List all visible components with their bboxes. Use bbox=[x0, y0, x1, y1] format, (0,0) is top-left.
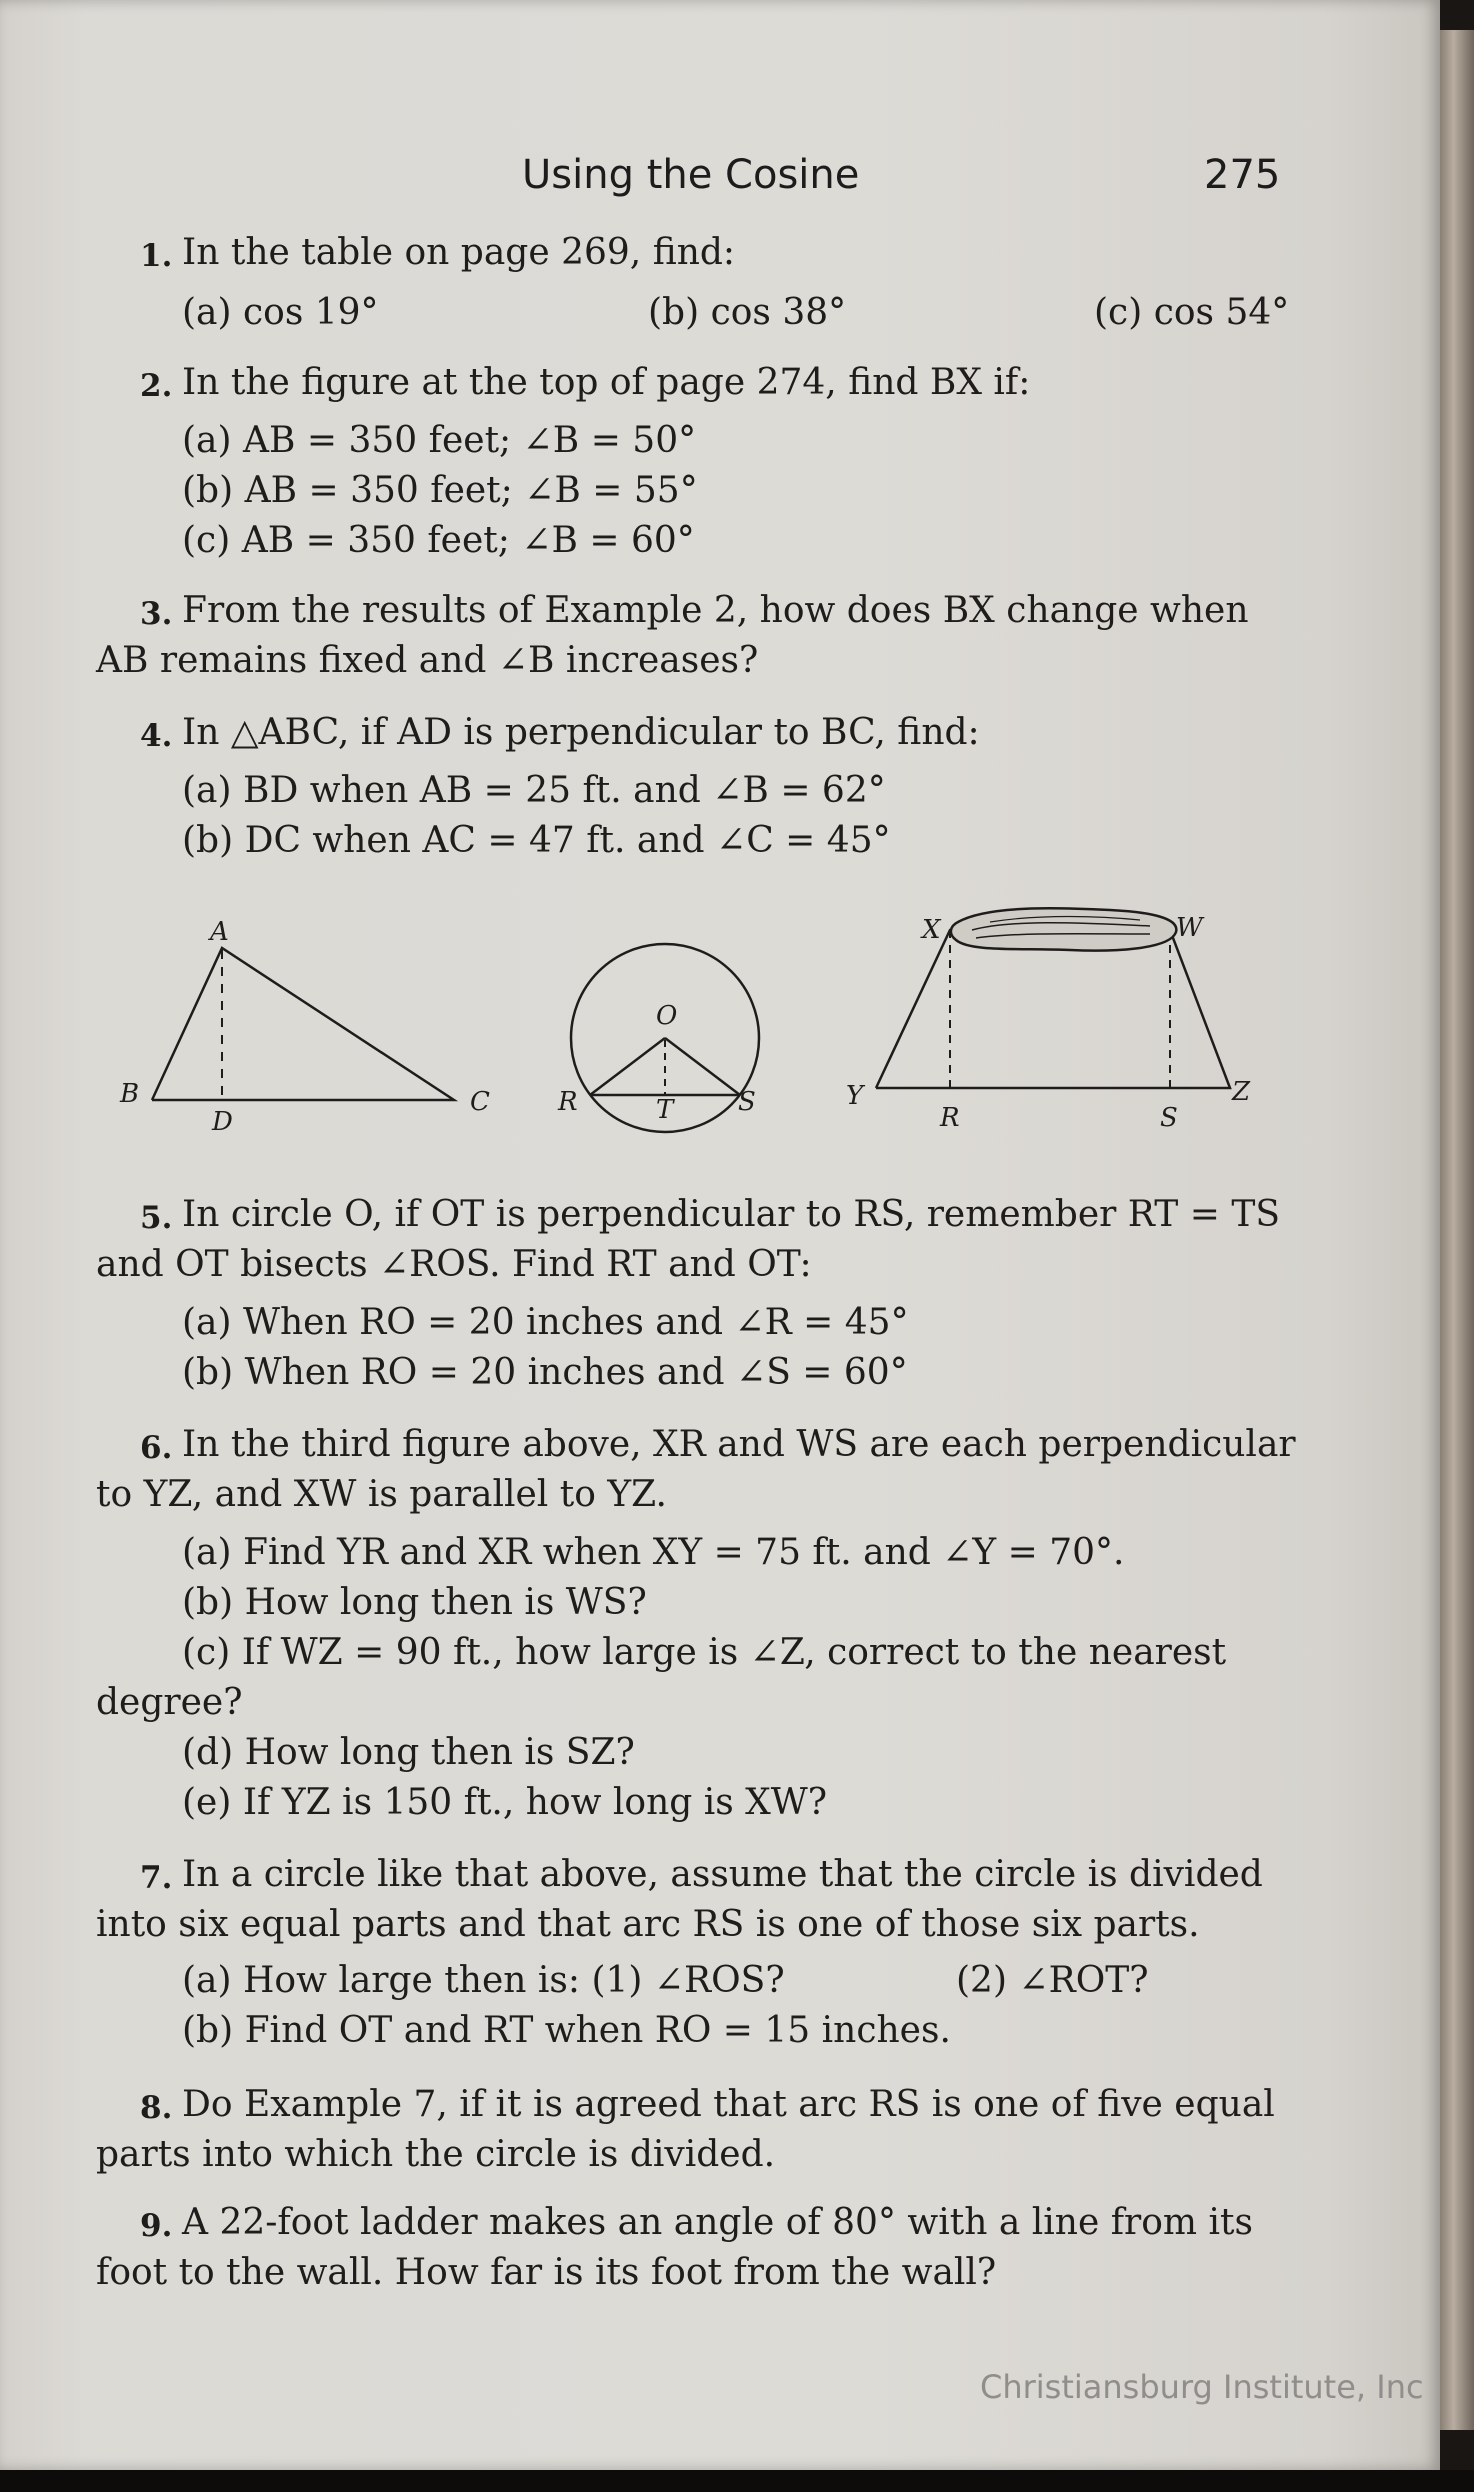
part-a: (a) When RO = 20 inches and ∠R = 45° bbox=[182, 1302, 909, 1343]
part-a: (a) cos 19° bbox=[182, 292, 379, 333]
problem-text-line-2: and OT bisects ∠ROS. Find RT and OT: bbox=[96, 1244, 812, 1285]
problem-text-line-1: From the results of Example 2, how does BX change when bbox=[182, 590, 1249, 631]
label-a: A bbox=[210, 917, 229, 947]
problem-text-line-2: into six equal parts and that arc RS is one of those six parts. bbox=[96, 1904, 1200, 1945]
problem-text: In the figure at the top of page 274, find BX if: bbox=[182, 362, 1031, 403]
page-header bbox=[0, 152, 1440, 212]
label-d: D bbox=[212, 1107, 233, 1137]
label-z: Z bbox=[1232, 1077, 1251, 1107]
part-e: (e) If YZ is 150 ft., how long is XW? bbox=[182, 1782, 828, 1823]
part-c: (c) AB = 350 feet; ∠B = 60° bbox=[182, 520, 695, 561]
part-b: (b) When RO = 20 inches and ∠S = 60° bbox=[182, 1352, 908, 1393]
part-a: (a) AB = 350 feet; ∠B = 50° bbox=[182, 420, 697, 461]
part-a: (a) Find YR and XR when XY = 75 ft. and ∠Y = 70°. bbox=[182, 1532, 1125, 1573]
part-a-1: (a) How large then is: (1) ∠ROS? bbox=[182, 1960, 785, 2001]
label-c: C bbox=[470, 1087, 490, 1117]
label-t: T bbox=[656, 1095, 674, 1125]
problem-text: In △ABC, if AD is perpendicular to BC, find: bbox=[182, 712, 980, 753]
problem-text-line-1: In a circle like that above, assume that the circle is divided bbox=[182, 1854, 1263, 1895]
label-b: B bbox=[120, 1079, 140, 1109]
page-title: Using the Cosine bbox=[522, 152, 860, 198]
label-r: R bbox=[558, 1087, 578, 1117]
problem-text-line-1: Do Example 7, if it is agreed that arc RS is one of five equal bbox=[182, 2084, 1275, 2125]
problem-text-line-1: A 22-foot ladder makes an angle of 80° with a line from its bbox=[182, 2202, 1253, 2243]
problem-text: In the table on page 269, find: bbox=[182, 232, 736, 273]
label-r: R bbox=[940, 1103, 960, 1133]
part-b: (b) AB = 350 feet; ∠B = 55° bbox=[182, 470, 698, 511]
problem-number: 2. bbox=[140, 368, 173, 404]
problem-number: 8. bbox=[140, 2090, 173, 2126]
label-s: S bbox=[738, 1087, 756, 1117]
label-w: W bbox=[1176, 913, 1203, 943]
problem-text-line-1: In circle O, if OT is perpendicular to RS, remember RT = TS bbox=[182, 1194, 1281, 1235]
label-x: X bbox=[922, 915, 941, 945]
label-y: Y bbox=[846, 1081, 864, 1111]
trapezoid-figure bbox=[846, 908, 1251, 1133]
part-b: (b) How long then is WS? bbox=[182, 1582, 647, 1623]
part-c: (c) If WZ = 90 ft., how large is ∠Z, correct to the nearest bbox=[182, 1632, 1227, 1673]
problem-number: 3. bbox=[140, 596, 173, 632]
problem-text-line-2: AB remains fixed and ∠B increases? bbox=[96, 640, 759, 681]
circle-figure bbox=[557, 944, 759, 1132]
watermark: Christiansburg Institute, Inc bbox=[980, 2368, 1424, 2406]
page-number: 275 bbox=[1204, 152, 1281, 198]
problem-number: 6. bbox=[140, 1430, 173, 1466]
figures-row bbox=[110, 900, 1370, 1140]
problem-number: 7. bbox=[140, 1860, 173, 1896]
part-c-continued: degree? bbox=[96, 1682, 243, 1723]
problem-text-line-1: In the third figure above, XR and WS are each perpendicular bbox=[182, 1424, 1296, 1465]
part-b: (b) Find OT and RT when RO = 15 inches. bbox=[182, 2010, 951, 2051]
triangle-figure bbox=[119, 917, 490, 1137]
part-a-2: (2) ∠ROT? bbox=[956, 1960, 1149, 2001]
problem-text-line-2: parts into which the circle is divided. bbox=[96, 2134, 776, 2175]
problem-number: 5. bbox=[140, 1200, 173, 1236]
problem-number: 1. bbox=[140, 238, 173, 274]
part-c: (c) cos 54° bbox=[1094, 292, 1290, 333]
label-o: O bbox=[656, 1001, 678, 1031]
problem-number: 4. bbox=[140, 718, 173, 754]
part-d: (d) How long then is SZ? bbox=[182, 1732, 635, 1773]
problem-text-line-2: foot to the wall. How far is its foot from the wall? bbox=[96, 2252, 997, 2293]
part-b: (b) DC when AC = 47 ft. and ∠C = 45° bbox=[182, 820, 891, 861]
part-a: (a) BD when AB = 25 ft. and ∠B = 62° bbox=[182, 770, 886, 811]
label-s: S bbox=[1160, 1103, 1178, 1133]
part-b: (b) cos 38° bbox=[648, 292, 847, 333]
bottom-border bbox=[0, 2470, 1474, 2492]
problem-text-line-2: to YZ, and XW is parallel to YZ. bbox=[96, 1474, 667, 1515]
pond-shape bbox=[951, 908, 1176, 950]
problem-number: 9. bbox=[140, 2208, 173, 2244]
page-edge bbox=[1440, 30, 1474, 2430]
